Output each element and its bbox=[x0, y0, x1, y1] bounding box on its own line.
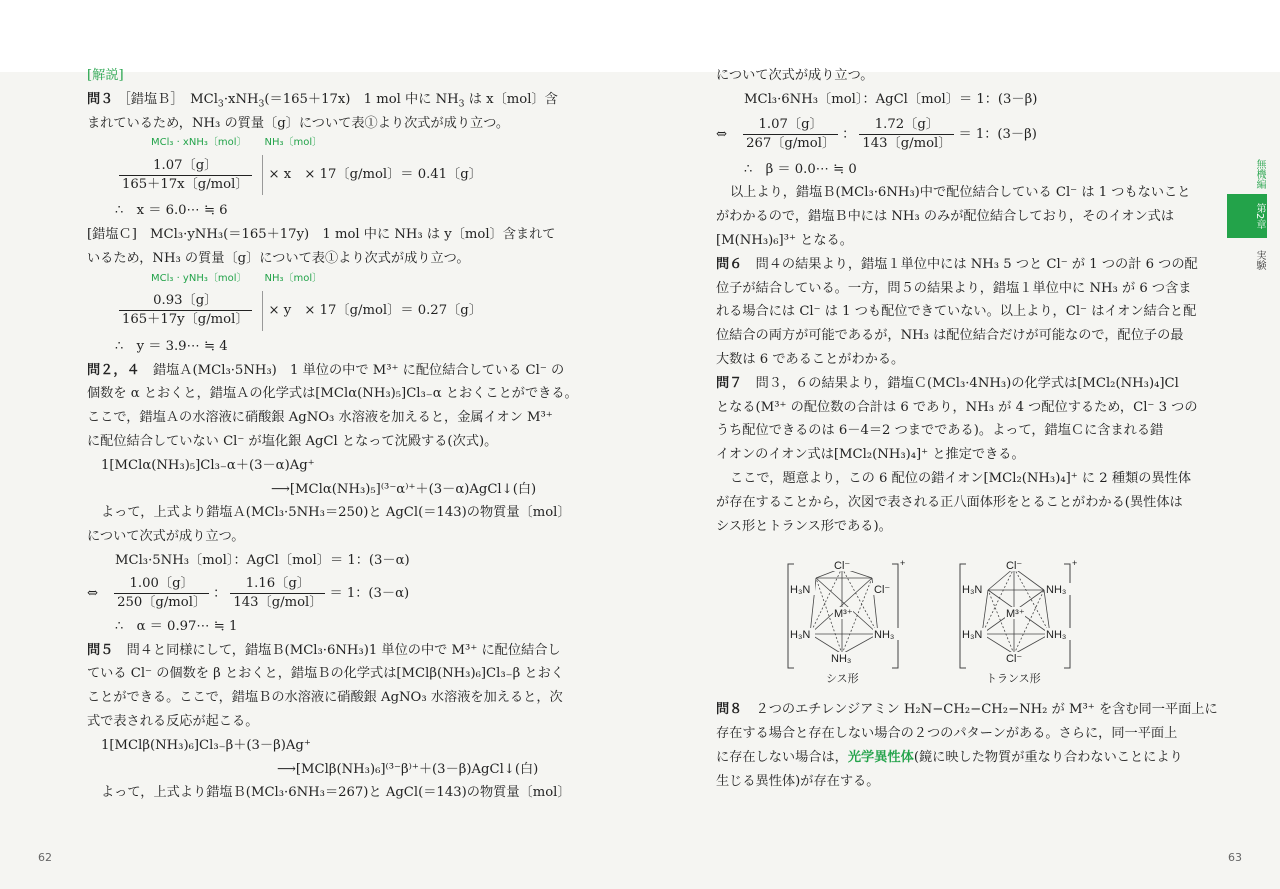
q8-line2: 存在する場合と存在しない場合の２つのパターンがある。さらに，同一平面上 bbox=[716, 726, 1178, 742]
q6-line2: 位子が結合している。一方，問５の結果より，錯塩１単位中に NH₃ が 6 つ含ま bbox=[716, 280, 1192, 296]
q5-line2: ている Cl⁻ の個数を β とおくと，錯塩Ｂの化学式は[MClβ(NH₃)₆]Cl₃₋β とおく bbox=[87, 666, 564, 682]
eq2-annotation: MCl₃ · yNH₃〔mol〕 NH₃〔mol〕 bbox=[151, 272, 323, 284]
q24-line1: 問２，４ 錯塩Ａ(MCl₃·5NH₃) 1 単位の中で M³⁺ に配位結合している Cl⁻ の bbox=[87, 362, 565, 378]
eq1: $\frac{1.07〔g〕}{\text{165＋17x〔g/mol〕}}$ × x × 17〔g/mol〕＝ 0.41〔g〕 bbox=[87, 151, 565, 199]
q24-line6: について次式が成り立つ。 bbox=[87, 529, 245, 545]
eq2-result: ∴ y ＝ 3.9⋯ ≒ 4 bbox=[115, 338, 228, 354]
trans-nh3-right-upper: NH₃ bbox=[1046, 584, 1067, 596]
eq1-fraction: $\frac{1.07〔g〕}{\text{165＋17x〔g/mol〕}}$ bbox=[119, 157, 252, 194]
q8-line4: 生じる異性体)が存在する。 bbox=[716, 773, 880, 789]
q24-line4: に配位結合していない Cl⁻ が塩化銀 AgCl となって沈殿する(次式)。 bbox=[87, 433, 498, 449]
octahedral-isomer-diagram bbox=[780, 556, 1120, 691]
q5-reaction2: ⟶[MClβ(NH₃)₆]⁽³⁻β⁾⁺＋(3－β)AgCl↓(白) bbox=[277, 761, 539, 777]
q7-line1: 問７ 問３，６の結果より，錯塩Ｃ(MCl₃·4NH₃)の化学式は[MCl₂(NH₃)₄]Cl bbox=[716, 375, 1179, 391]
trans-caption: トランス形 bbox=[986, 673, 1041, 685]
q5-line3: ことができる。ここで，錯塩Ｂの水溶液に硝酸銀 AgNO₃ 水溶液を加えると，次 bbox=[87, 690, 563, 706]
cis-labels bbox=[789, 558, 905, 685]
q24-result: ∴ α ＝ 0.97⋯ ≒ 1 bbox=[115, 618, 238, 634]
q5-line4: 式で表される反応が起こる。 bbox=[87, 713, 259, 729]
c-line2: いるため，NH₃ の質量〔g〕について表①より次式が成り立つ。 bbox=[87, 250, 470, 266]
q24-reaction1: 1[MClα(NH₃)₅]Cl₃₋α＋(3－α)Ag⁺ bbox=[101, 457, 315, 473]
cis-charge: + bbox=[900, 558, 906, 568]
r-line4: [M(NH₃)₆]³⁺ となる。 bbox=[716, 232, 853, 248]
r-result: ∴ β ＝ 0.0⋯ ≒ 0 bbox=[744, 161, 857, 177]
q7-line7: シス形とトランス形である)。 bbox=[716, 518, 892, 534]
eq2-fraction: $\frac{0.93〔g〕}{\text{165＋17y〔g/mol〕}}$ bbox=[119, 292, 252, 329]
side-tab-chapter2[interactable]: 第2章 bbox=[1227, 194, 1267, 238]
cis-nh3-bottom: NH₃ bbox=[831, 653, 852, 665]
r-line1: について次式が成り立つ。 bbox=[716, 68, 874, 83]
q24-fraction-eq: ⇔ $\frac{1.00〔g〕}{\text{250〔g/mol〕}}$ ： $\frac{1.16〔g〕}{\text{143〔g/mol〕}}$ ＝ 1：(3－α) bbox=[87, 576, 410, 611]
cis-cl-right: Cl⁻ bbox=[874, 584, 891, 596]
cis-metal: M³⁺ bbox=[834, 608, 853, 620]
trans-labels bbox=[961, 558, 1077, 685]
cis-cl-top: Cl⁻ bbox=[834, 560, 851, 572]
q7-line5: ここで，題意より，この 6 配位の錯イオン[MCl₂(NH₃)₄]⁺ に 2 種類の異性体 bbox=[730, 470, 1192, 486]
q5-line1: 問５ 問４と同様にして，錯塩Ｂ(MCl₃·6NH₃)1 単位の中で M³⁺ に配位結合し bbox=[87, 642, 561, 658]
c-line1: [錯塩Ｃ] MCl₃·yNH₃(＝165＋17y) 1 mol 中に NH₃ は y〔mol〕含まれて bbox=[87, 227, 556, 243]
optical-isomer-term: 光学異性体 bbox=[847, 749, 914, 765]
q24-line5: よって，上式より錯塩Ａ(MCl₃·5NH₃＝250)と AgCl(＝143)の物質量〔mol〕 bbox=[101, 505, 571, 521]
q7-line2: となる(M³⁺ の配位数の合計は 6 であり，NH₃ が 4 つ配位するため，Cl⁻ 3 つの bbox=[716, 399, 1198, 415]
eq2: $\frac{0.93〔g〕}{\text{165＋17y〔g/mol〕}}$ × y × 17〔g/mol〕＝ 0.27〔g〕 bbox=[87, 287, 565, 335]
trans-h3n-left-upper: H₃N bbox=[962, 584, 983, 596]
side-tab-inorganic[interactable]: 無機編 bbox=[1254, 159, 1265, 189]
page-number-left: 62 bbox=[38, 851, 52, 864]
cis-h3n-left-lower: H₃N bbox=[790, 629, 811, 641]
q5-reaction1: 1[MClβ(NH₃)₆]Cl₃₋β＋(3－β)Ag⁺ bbox=[101, 737, 311, 753]
q6-line3: れる場合には Cl⁻ は 1 つも配位できていない。以上より，Cl⁻ はイオン結合と配 bbox=[716, 304, 1197, 320]
q6-line5: 大数は 6 であることがわかる。 bbox=[716, 351, 905, 367]
trans-metal: M³⁺ bbox=[1006, 608, 1025, 620]
q5-line5: よって，上式より錯塩Ｂ(MCl₃·6NH₃＝267)と AgCl(＝143)の物質量〔mol〕 bbox=[101, 785, 571, 801]
trans-charge: + bbox=[1072, 558, 1078, 568]
q8-line3: に存在しない場合は，光学異性体(鏡に映した物質が重なり合わないことにより bbox=[716, 749, 1183, 765]
divider bbox=[262, 155, 263, 195]
r-line3: がわかるので，錯塩Ｂ中には NH₃ のみが配位結合しており，そのイオン式は bbox=[716, 209, 1175, 225]
q24-line2: 個数を α とおくと，錯塩Ａの化学式は[MClα(NH₃)₅]Cl₃₋α とおくことができる。 bbox=[87, 386, 578, 402]
cis-h3n-left-upper: H₃N bbox=[790, 584, 811, 596]
q7-line3: うち配位できるのは 6－4＝2 つまでである)。よって，錯塩Ｃに含まれる錯 bbox=[716, 423, 1164, 439]
cis-nh3-right-lower: NH₃ bbox=[874, 629, 895, 641]
q24-ratio: MCl₃·5NH₃〔mol〕：AgCl〔mol〕＝ 1：(3－α) bbox=[115, 552, 410, 568]
section-heading: [解説] bbox=[87, 68, 124, 83]
eq1-annotation: MCl₃ · xNH₃〔mol〕 NH₃〔mol〕 bbox=[151, 137, 323, 149]
q24-line3: ここで，錯塩Ａの水溶液に硝酸銀 AgNO₃ 水溶液を加えると，金属イオン M³⁺ bbox=[87, 410, 553, 426]
q8-line1: 問８ ２つのエチレンジアミン H₂N−CH₂−CH₂−NH₂ が M³⁺ を含む同一平面上に bbox=[716, 702, 1218, 718]
left-page bbox=[87, 64, 578, 805]
q7-line4: イオンのイオン式は[MCl₂(NH₃)₄]⁺ と推定できる。 bbox=[716, 447, 1025, 463]
q3-line2: まれているため，NH₃ の質量〔g〕について表①より次式が成り立つ。 bbox=[87, 115, 510, 131]
q3-line1: 問３ ［錯塩Ｂ］ MCl$_3$·xNH$_3$(＝165＋17x) 1 mol 中に $NH_3$ は x〔mol〕含 bbox=[87, 91, 558, 110]
trans-nh3-right-lower: NH₃ bbox=[1046, 629, 1067, 641]
r-line2: 以上より，錯塩Ｂ(MCl₃·6NH₃)中で配位結合している Cl⁻ は 1 つもないこと bbox=[730, 185, 1191, 201]
eq1-result: ∴ x ＝ 6.0⋯ ≒ 6 bbox=[115, 203, 228, 219]
trans-h3n-left-lower: H₃N bbox=[962, 629, 983, 641]
page-number-right: 63 bbox=[1228, 851, 1242, 864]
chapter-side-tabs bbox=[1227, 154, 1267, 282]
top-band bbox=[0, 0, 1280, 72]
divider bbox=[262, 291, 263, 331]
q6-line1: 問６ 問４の結果より，錯塩１単位中には NH₃ 5 つと Cl⁻ が 1 つの計 6 つの配 bbox=[716, 256, 1198, 272]
q24-reaction2: ⟶[MClα(NH₃)₅]⁽³⁻α⁾⁺＋(3－α)AgCl↓(白) bbox=[271, 481, 537, 497]
trans-cl-top: Cl⁻ bbox=[1006, 560, 1023, 572]
trans-cl-bottom: Cl⁻ bbox=[1006, 653, 1023, 665]
side-tab-experiment[interactable]: 実験 bbox=[1254, 250, 1265, 270]
q6-line4: 位結合の両方が可能であるが，NH₃ は配位結合だけが可能なので，配位子の最 bbox=[716, 328, 1184, 344]
r-ratio: MCl₃·6NH₃〔mol〕：AgCl〔mol〕＝ 1：(3－β) bbox=[744, 91, 1038, 107]
r-fraction-eq: ⇔ $\frac{1.07〔g〕}{\text{267〔g/mol〕}}$ ： $\frac{1.72〔g〕}{\text{143〔g/mol〕}}$ ＝ 1：(3－β) bbox=[716, 117, 1037, 152]
q7-line6: が存在することから，次図で表される正八面体形をとることがわかる(異性体は bbox=[716, 494, 1183, 510]
q3-label: 問３ bbox=[87, 91, 114, 107]
cis-caption: シス形 bbox=[826, 673, 859, 685]
